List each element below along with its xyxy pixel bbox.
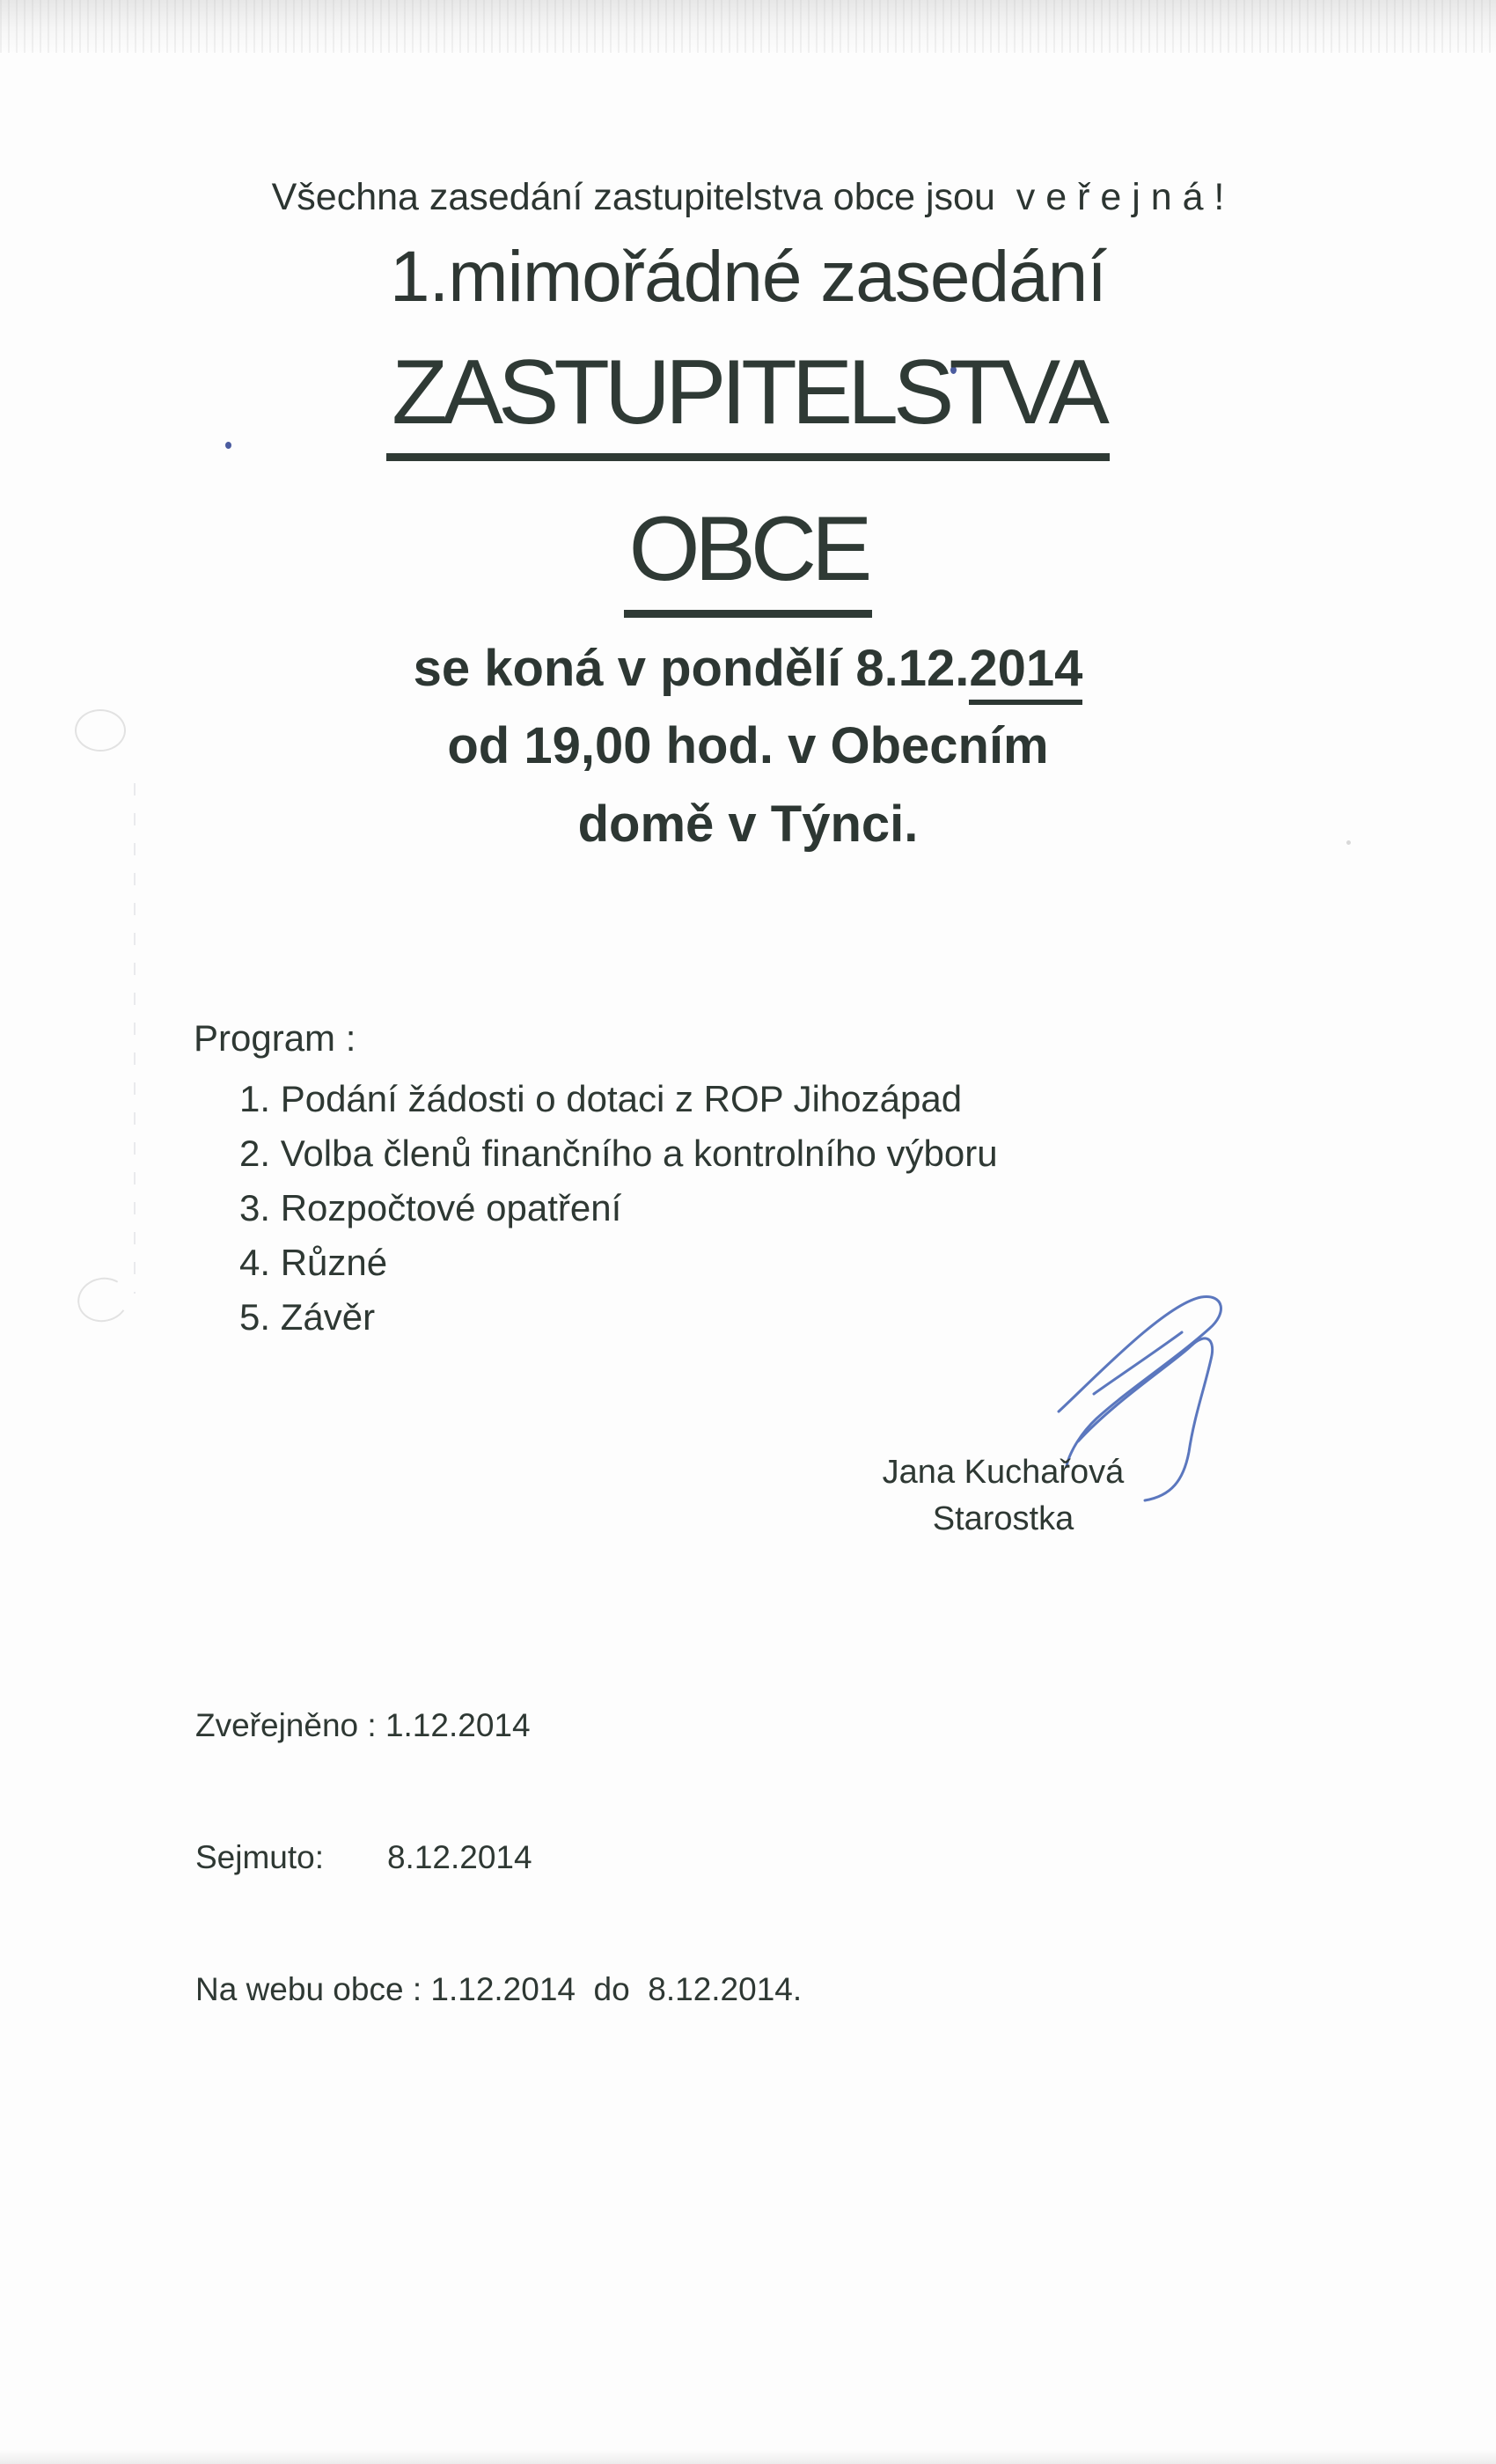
venue-line: domě v Týnci. <box>577 796 919 853</box>
removed-line: Sejmuto: 8.12.2014 <box>195 1839 532 1875</box>
date-line-prefix: se koná v pondělí 8.12. <box>413 640 970 697</box>
signer-role: Starostka <box>932 1500 1074 1537</box>
signer-block <box>876 1454 1131 1538</box>
main-word-row <box>0 341 1496 461</box>
published-line: Zveřejněno : 1.12.2014 <box>195 1707 531 1743</box>
public-notice-line: Všechna zasedání zastupitelstva obce jsou v e ř e j n á ! <box>271 176 1225 218</box>
web-posting-line: Na webu obce : 1.12.2014 do 8.12.2014. <box>195 1971 803 2007</box>
program-section <box>194 1017 998 1345</box>
date-year-underlined: 2014 <box>969 640 1082 705</box>
program-item: 4. Různé <box>239 1242 388 1283</box>
program-item: 2. Volba členů finančního a kontrolního výboru <box>239 1133 998 1174</box>
session-title: 1.mimořádné zasedání <box>389 237 1107 317</box>
scan-edge-top <box>0 0 1496 53</box>
word-obce: OBCE <box>624 502 873 618</box>
signer-name: Jana Kuchařová <box>882 1454 1125 1491</box>
program-items <box>239 1072 998 1345</box>
program-heading: Program : <box>194 1017 356 1059</box>
program-item: 1. Podání žádosti o dotaci z ROP Jihozápad <box>239 1078 963 1119</box>
date-line <box>0 639 1496 698</box>
posting-metadata <box>195 1616 802 2100</box>
scan-streak-artifact <box>134 783 136 1294</box>
scan-edge-bottom <box>0 2450 1496 2464</box>
punch-hole-artifact <box>73 1273 132 1327</box>
program-item: 5. Závěr <box>239 1296 376 1338</box>
time-venue-line: od 19,00 hod. v Obecním <box>447 717 1049 774</box>
word-zastupitelstva: ZASTUPITELSTVA <box>386 345 1110 461</box>
program-item: 3. Rozpočtové opatření <box>239 1187 622 1228</box>
main-word-row <box>0 498 1496 618</box>
